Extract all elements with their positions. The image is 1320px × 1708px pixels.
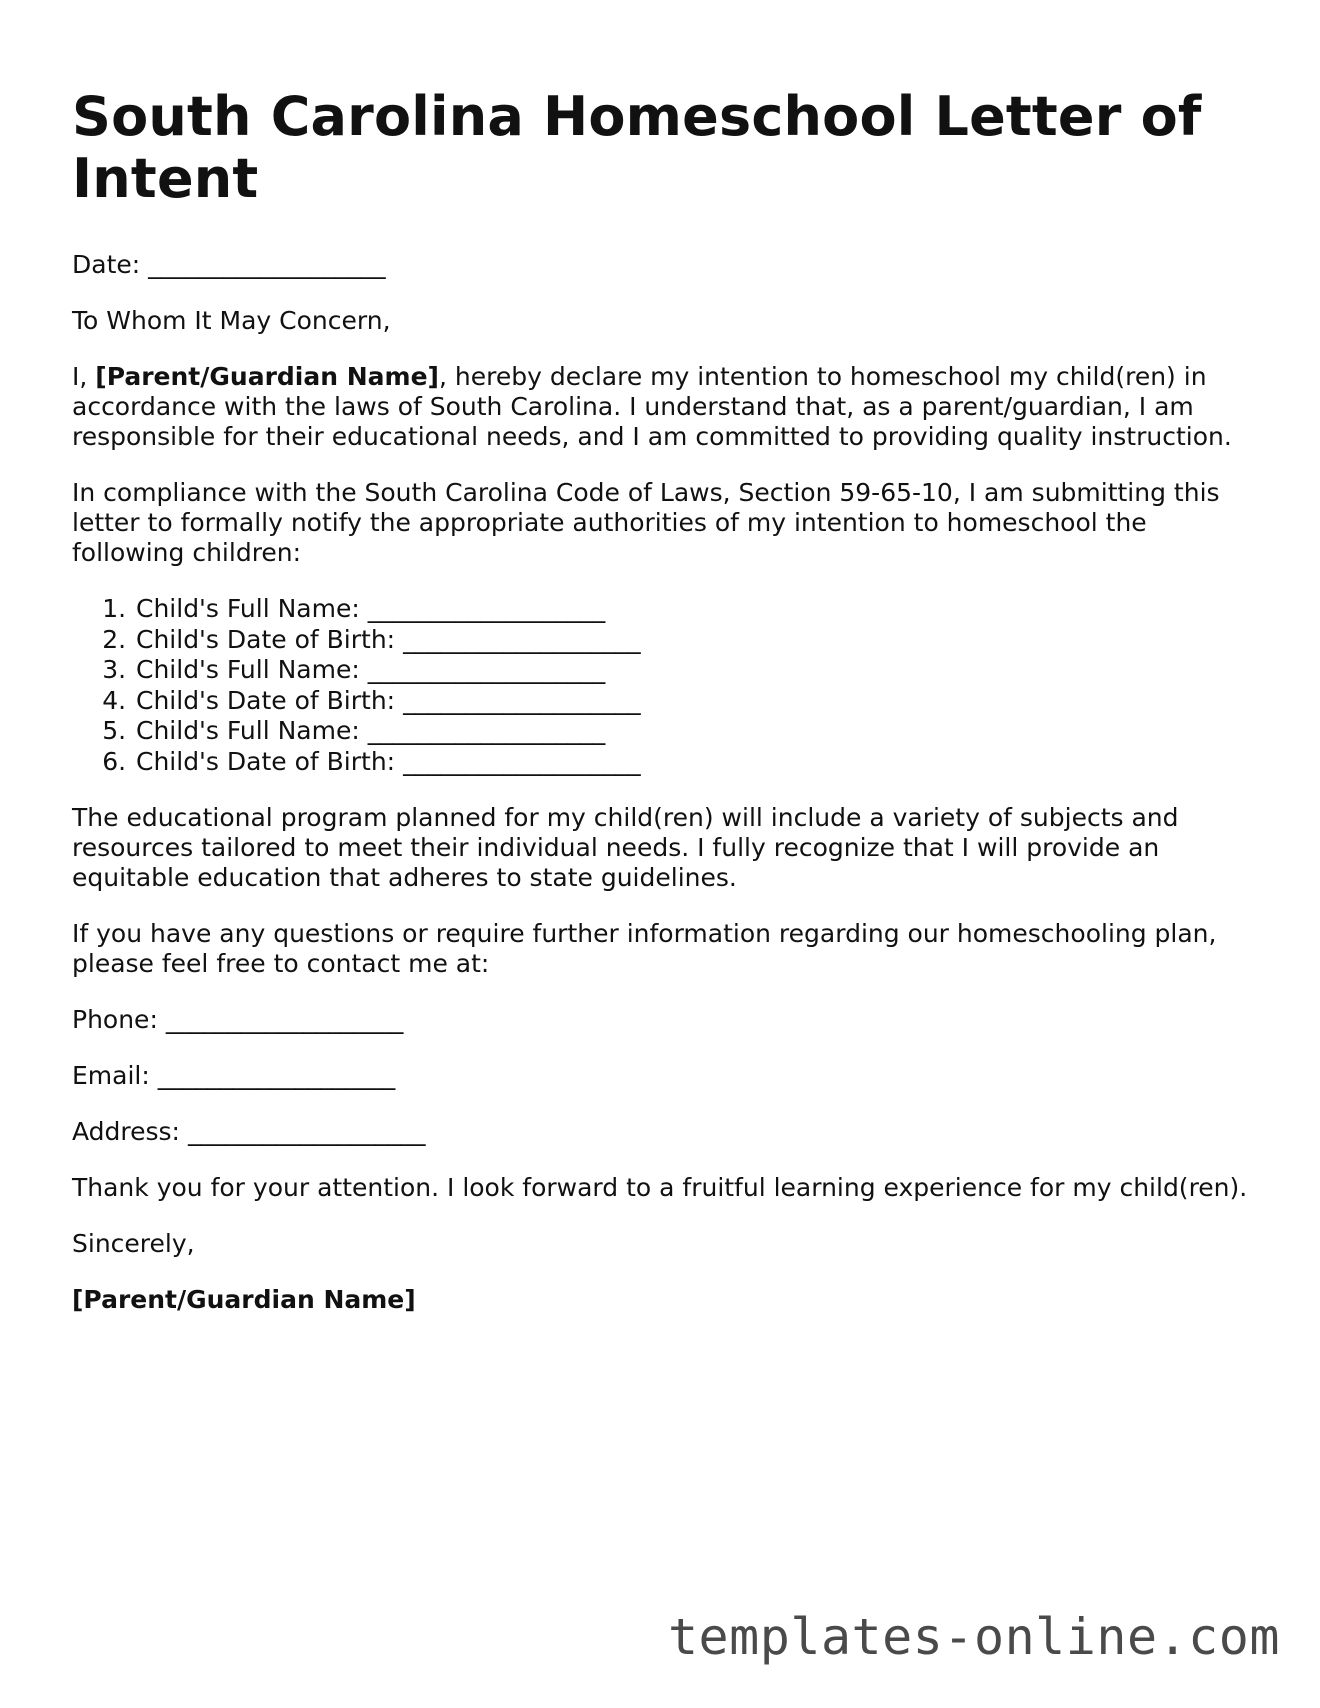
date-label: Date:	[72, 250, 141, 279]
list-item: 3. Child's Full Name: ___________________	[134, 655, 1252, 686]
declaration-paragraph: I, [Parent/Guardian Name], hereby declare my intention to homeschool my child(ren) in accordance with the laws of South Carolina. I understand that, as a parent/guardian, I am responsible for their educational needs, and I am committed to providing quality instruction.	[72, 362, 1232, 451]
closing: Sincerely,	[72, 1229, 195, 1258]
letter-page	[72, 86, 1252, 1315]
thanks-paragraph: Thank you for your attention. I look forward to a fruitful learning experience for my child(ren).	[72, 1173, 1248, 1202]
contact-paragraph: If you have any questions or require further information regarding our homeschooling plan, please feel free to contact me at:	[72, 919, 1217, 978]
program-paragraph: The educational program planned for my child(ren) will include a variety of subjects and resources tailored to meet their individual needs. I fully recognize that I will provide an equitable education that adheres to state guidelines.	[72, 803, 1179, 892]
signature: [Parent/Guardian Name]	[72, 1285, 416, 1314]
list-item: 5. Child's Full Name: ___________________	[134, 716, 1252, 747]
phone-line: Phone: ___________________	[72, 1005, 404, 1034]
watermark: templates-online.com	[667, 1608, 1280, 1666]
date-line	[72, 250, 1252, 280]
children-list	[72, 594, 1252, 777]
date-blank: ___________________	[148, 250, 386, 279]
email-line: Email: ___________________	[72, 1061, 396, 1090]
page-title: South Carolina Homeschool Letter of Intent	[72, 85, 1202, 210]
address-line: Address: ___________________	[72, 1117, 426, 1146]
list-item: 4. Child's Date of Birth: ___________________	[134, 686, 1252, 717]
compliance-paragraph: In compliance with the South Carolina Code of Laws, Section 59-65-10, I am submitting this letter to formally notify the appropriate authorities of my intention to homeschool the following children:	[72, 478, 1220, 567]
salutation: To Whom It May Concern,	[72, 306, 391, 335]
list-item: 6. Child's Date of Birth: ___________________	[134, 747, 1252, 778]
list-item: 2. Child's Date of Birth: ___________________	[134, 625, 1252, 656]
list-item: 1. Child's Full Name: ___________________	[134, 594, 1252, 625]
parent-name-placeholder: [Parent/Guardian Name]	[95, 362, 439, 391]
